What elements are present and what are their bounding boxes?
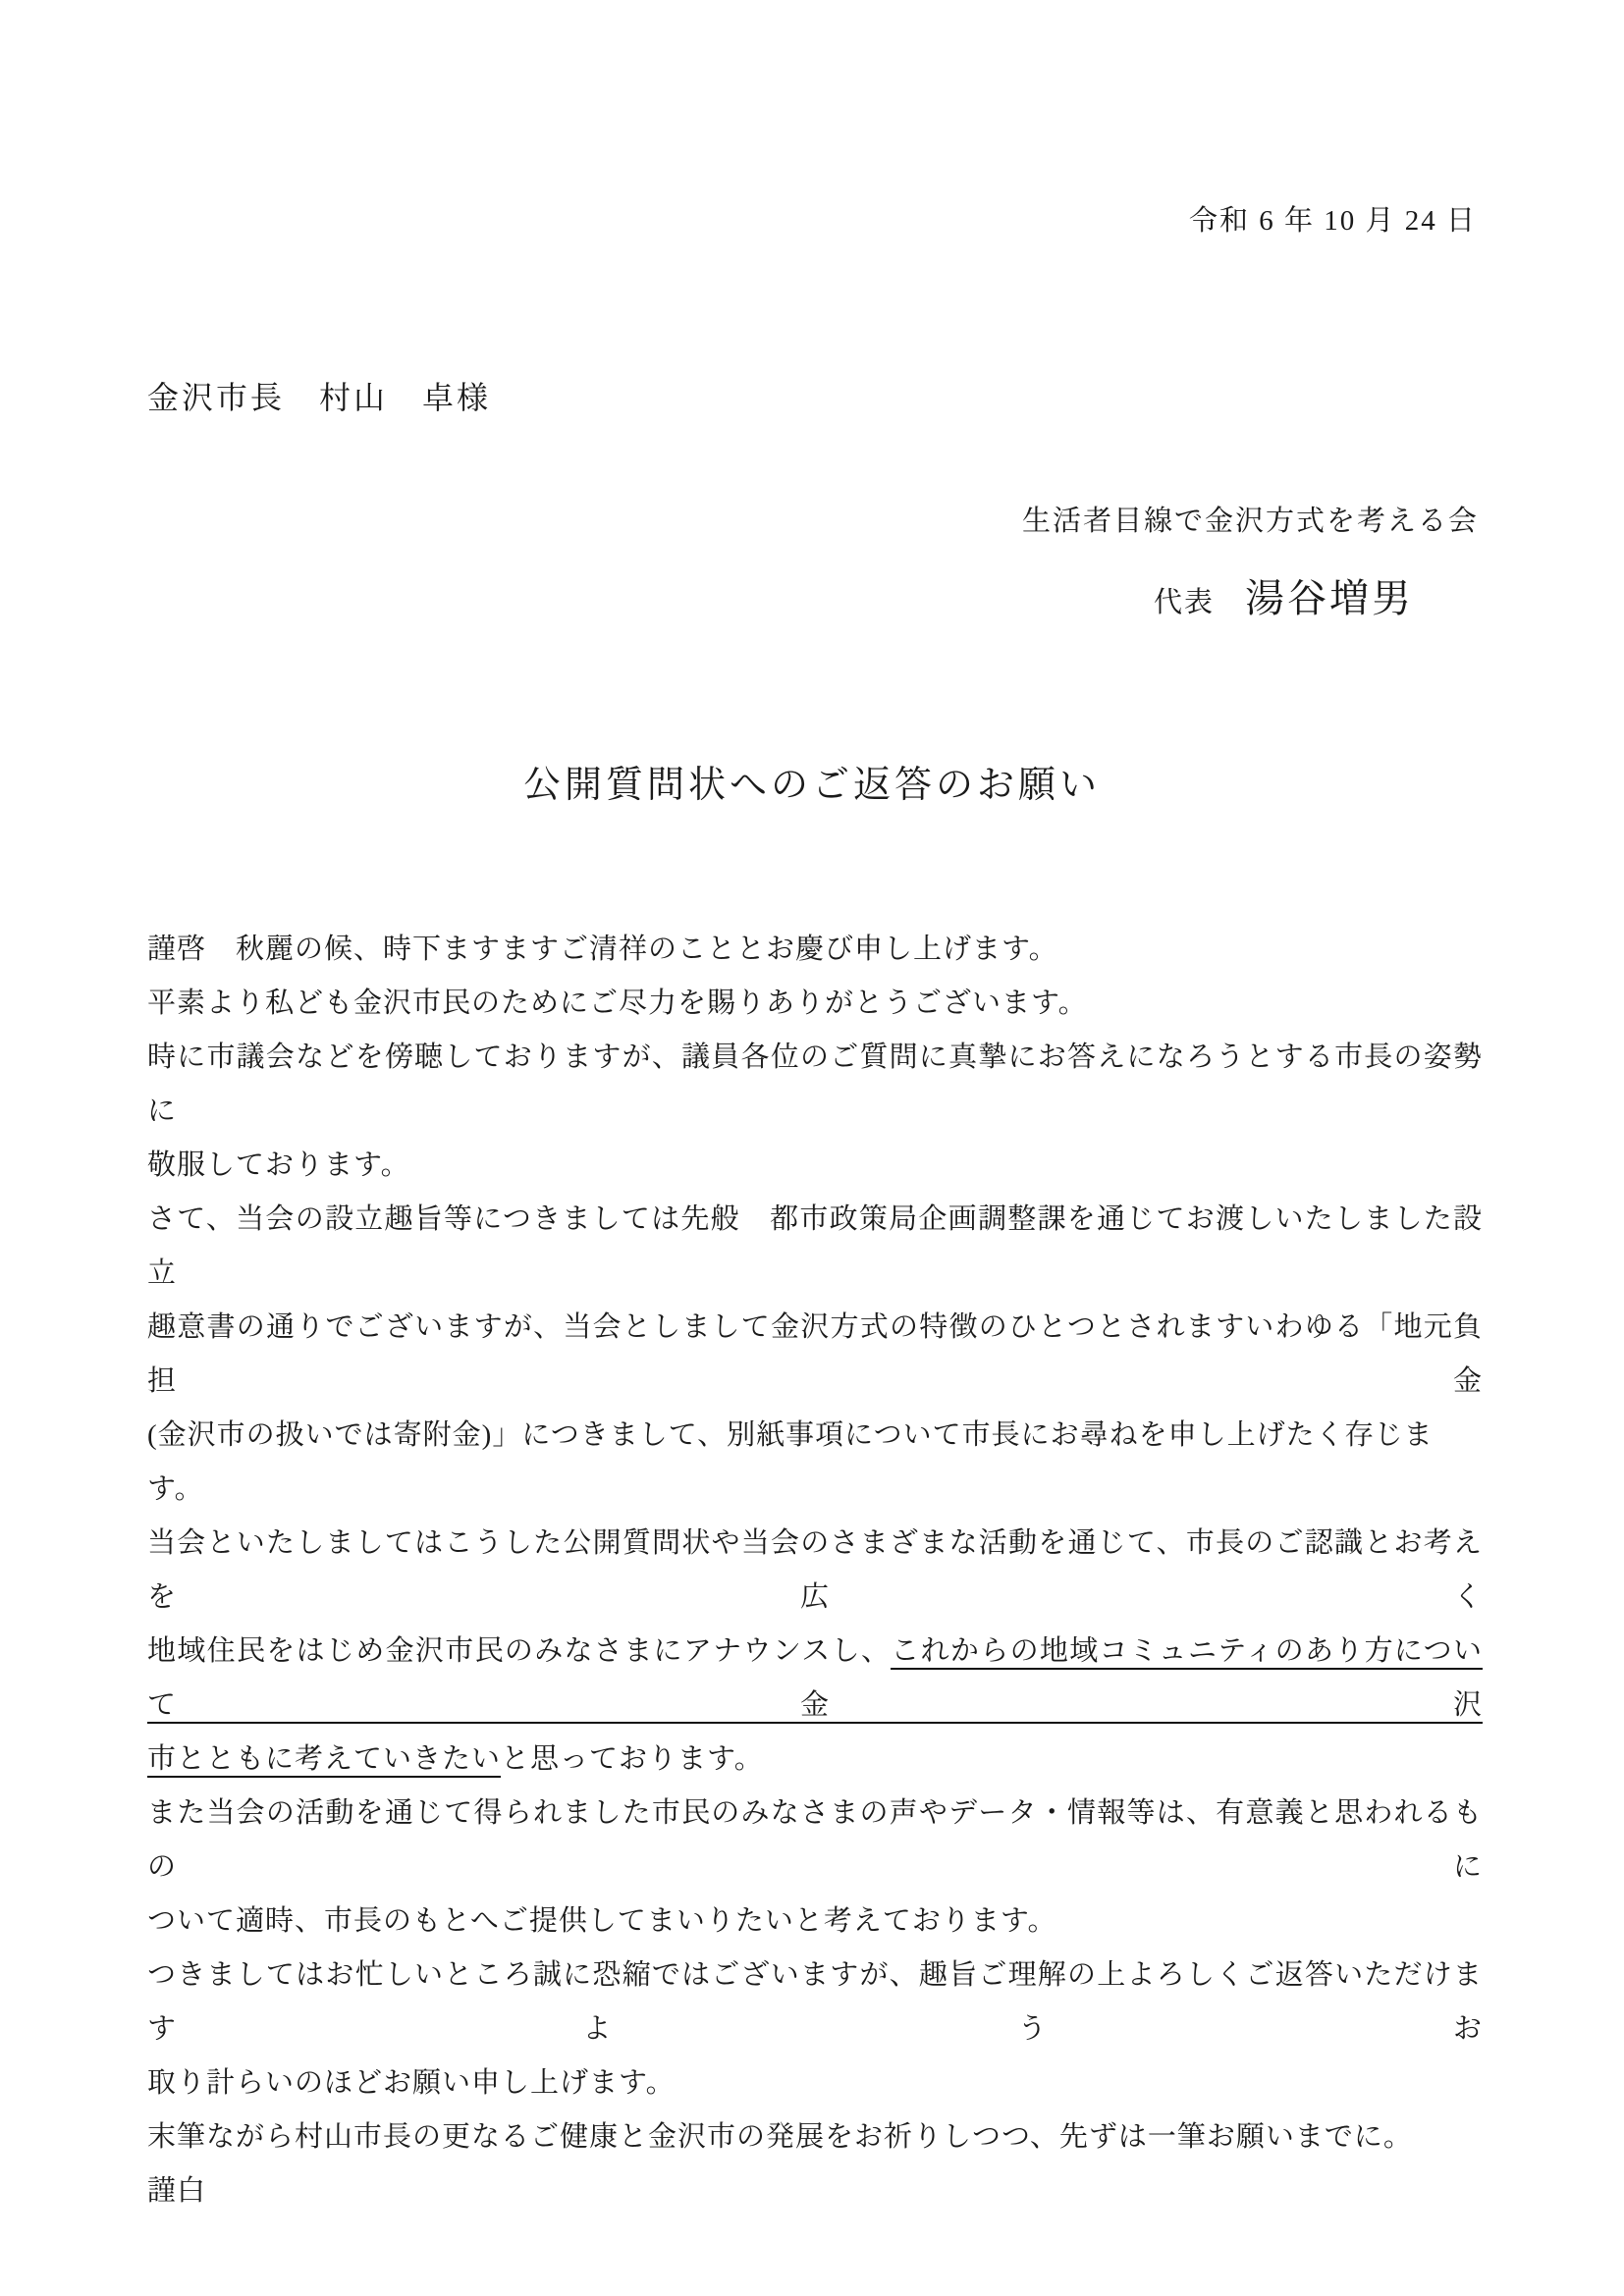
body-line: 時に市議会などを傍聴しておりますが、議員各位のご質問に真摯にお答えになろうとする市長の姿勢に [147, 1041, 1483, 1127]
body-line: つきましてはお忙しいところ誠に恐縮ではございますが、趣旨ご理解の上よろしくご返答いただけますようお [147, 1959, 1483, 2045]
body-line [147, 1625, 1483, 1733]
closing-salutation: 謹白 [147, 2175, 207, 2207]
body-line: 趣意書の通りでございますが、当会としまして金沢方式の特徴のひとつとされますいわゆる「地元負担金 [147, 1311, 1483, 1397]
body-line: 取り計らいのほどお願い申し上げます。 [147, 2067, 676, 2099]
letter-date: 令和 6 年 10 月 24 日 [1188, 205, 1477, 237]
underlined-text: 市とともに考えていきたい [147, 1743, 501, 1778]
sender-organization: 生活者目線で金沢方式を考える会 [1021, 506, 1479, 537]
body-line-plain: 地域住民をはじめ金沢市民のみなさまにアナウンスし、 [147, 1635, 892, 1667]
body-line: 謹啓 秋麗の候、時下ますますご清祥のこととお慶び申し上げます。 [147, 934, 1058, 965]
body-line: ついて適時、市長のもとへご提供してまいりたいと考えております。 [147, 1905, 1057, 1937]
body-line: また当会の活動を通じて得られました市民のみなさまの声やデータ・情報等は、有意義と思われるものに [147, 1797, 1483, 1883]
letter-body [147, 923, 1483, 2218]
letter-title: 公開質問状へのご返答のお願い [522, 765, 1101, 806]
recipient-name: 金沢市長 村山 卓様 [147, 380, 492, 415]
body-line: 末筆ながら村山市長の更なるご健康と金沢市の発展をお祈りしつつ、先ずは一筆お願いまでに。 [147, 2121, 1413, 2153]
body-line: 平素より私ども金沢市民のためにご尽力を賜りありがとうございます。 [147, 988, 1088, 1019]
body-line: 敬服しております。 [147, 1149, 410, 1181]
underlined-text: これからの地域コミュニティのあり方について金沢 [147, 1635, 1483, 1724]
representative-name: 湯谷増男 [1245, 576, 1414, 620]
body-line: (金沢市の扱いでは寄附金)」につきまして、別紙事項について市長にお尋ねを申し上げたく存じます。 [147, 1419, 1434, 1505]
representative-label: 代表 [1153, 587, 1215, 618]
sender-representative [1154, 567, 1414, 623]
body-line: 当会といたしましてはこうした公開質問状や当会のさまざまな活動を通じて、市長のご認識とお考えを広く [147, 1527, 1483, 1613]
body-line-plain: と思っております。 [501, 1743, 764, 1775]
body-line [147, 1733, 1483, 1787]
body-line: さて、当会の設立趣旨等につきましては先般 都市政策局企画調整課を通じてお渡しいたしました設立 [147, 1203, 1483, 1289]
